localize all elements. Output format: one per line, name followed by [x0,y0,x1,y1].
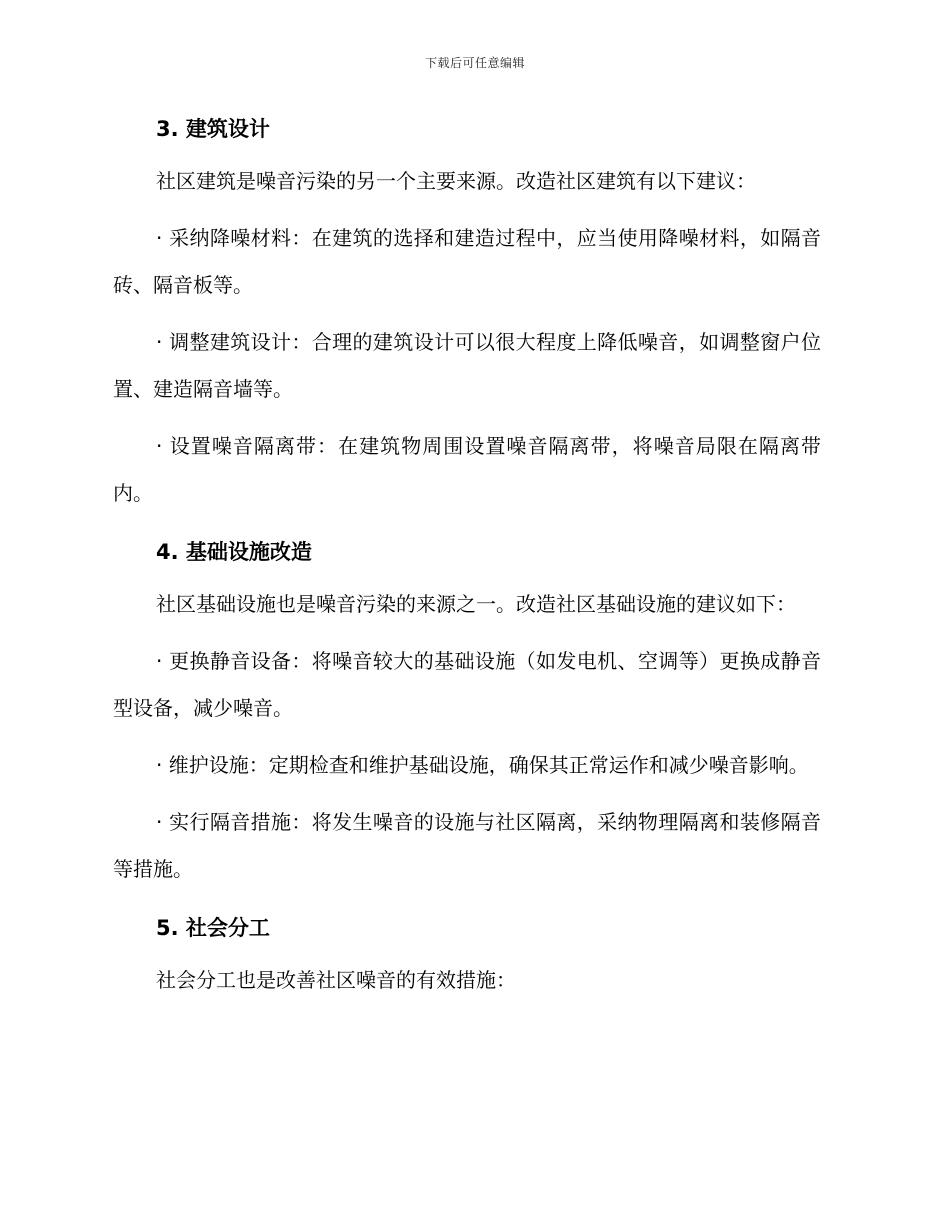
header-note: 下载后可任意编辑 [424,56,525,70]
document-body [113,112,821,1004]
section-4-item-3: · 实行隔音措施：将发生噪音的设施与社区隔离，采纳物理隔离和装修隔音等措施。 [113,810,821,881]
section-3-item-1: · 采纳降噪材料：在建筑的选择和建造过程中，应当使用降噪材料，如隔音砖、隔音板等。 [113,226,821,297]
section-3-item-3: · 设置噪音隔离带：在建筑物周围设置噪音隔离带，将噪音局限在隔离带内。 [113,434,821,505]
section-3-intro: 社区建筑是噪音污染的另一个主要来源。改造社区建筑有以下建议： [156,169,756,193]
section-heading-3: 3. 建筑设计 [156,117,270,141]
section-heading-4: 4. 基础设施改造 [156,540,312,564]
section-4-item-1: · 更换静音设备：将噪音较大的基础设施（如发电机、空调等）更换成静音型设备，减少噪音。 [113,649,821,720]
section-4-item-2: · 维护设施：定期检查和维护基础设施，确保其正常运作和减少噪音影响。 [156,753,809,777]
section-heading-5: 5. 社会分工 [156,916,270,940]
section-5-intro: 社会分工也是改善社区噪音的有效措施： [156,968,516,992]
section-3-item-2: · 调整建筑设计：合理的建筑设计可以很大程度上降低噪音，如调整窗户位置、建造隔音墙等。 [113,330,821,401]
section-4-intro: 社区基础设施也是噪音污染的来源之一。改造社区基础设施的建议如下： [156,592,796,616]
